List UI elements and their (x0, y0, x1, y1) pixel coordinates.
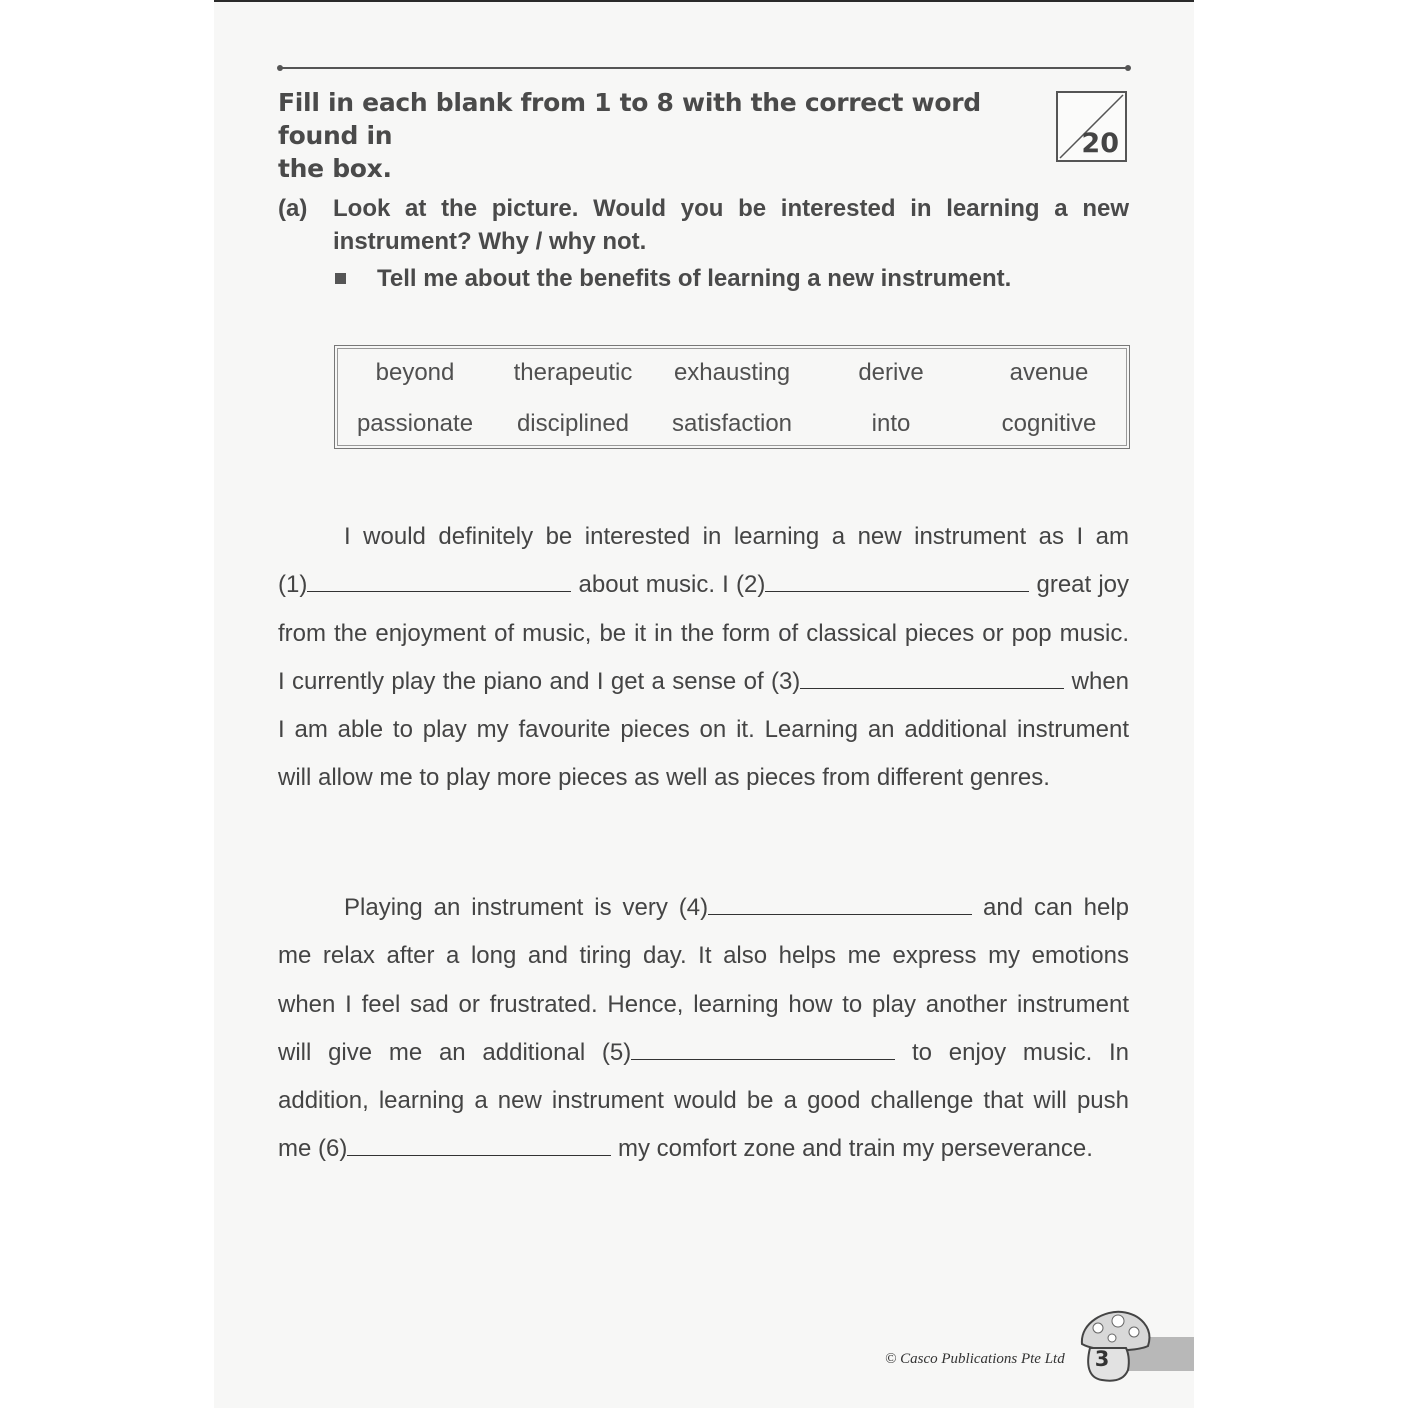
p1-line-6: will allow me to play more pieces as well as pieces from different genres. (278, 764, 1050, 792)
p2-line-5: addition, learning a new instrument would be a good challenge that will push (278, 1087, 1129, 1115)
p1-line-5: I am able to play my favourite pieces on it. Learning an additional instrument (278, 716, 1129, 744)
blank-3[interactable] (800, 666, 1064, 689)
question-text: Look at the picture. Would you be interested in learning a new instrument? Why / why not. (333, 195, 1129, 255)
p1-line-1: I would definitely be interested in learning a new instrument as I am (344, 523, 1129, 550)
blank-5[interactable] (631, 1037, 895, 1060)
blank-2[interactable] (765, 569, 1029, 592)
page-top-edge (214, 0, 1194, 2)
word-box (334, 345, 1130, 449)
blank-4[interactable] (708, 892, 972, 915)
blank-1-label: (1) (278, 571, 308, 599)
p1-line-4-end: when (1071, 667, 1130, 695)
p2-line-4-end: to enjoy music. In (912, 1038, 1130, 1066)
p2-line-2: me relax after a long and tiring day. It also helps me express my emotions (278, 942, 1129, 970)
word-exhausting: exhausting (673, 359, 791, 386)
p1-line-2-end: great joy (1036, 571, 1130, 599)
question-bullet (333, 264, 1129, 296)
question-label: (a) (278, 195, 308, 222)
word-therapeutic: therapeutic (513, 359, 633, 386)
top-divider (280, 67, 1128, 69)
instruction-text (278, 86, 998, 185)
p1-line-3: from the enjoyment of music, be it in the form of classical pieces or pop music. (278, 619, 1129, 647)
word-cognitive: cognitive (1001, 410, 1097, 437)
paragraph-1 (278, 513, 1129, 803)
blank-1[interactable] (307, 569, 571, 592)
p1-line-4-text: I currently play the piano and I get a sense of (3) (278, 667, 801, 695)
instruction-line-1: Fill in each blank from 1 to 8 with the correct word found in (278, 88, 981, 150)
left-margin (0, 0, 214, 1408)
p2-line-4 (278, 1029, 1129, 1077)
page-number: 3 (1094, 1347, 1110, 1371)
copyright-text: © Casco Publications Pte Ltd (885, 1351, 1065, 1367)
p1-line-4 (278, 658, 1129, 706)
square-bullet-icon (335, 273, 346, 284)
word-satisfaction: satisfaction (671, 410, 793, 437)
word-into: into (871, 410, 911, 437)
p1-line-2-text: about music. I (2) (578, 571, 766, 599)
score-total: 20 (1081, 128, 1119, 159)
word-derive: derive (858, 359, 924, 386)
word-disciplined: disciplined (516, 410, 630, 437)
word-avenue: avenue (1009, 359, 1089, 386)
p1-line-2 (278, 561, 1129, 609)
p2-line-6-end: my comfort zone and train my perseverance. (618, 1135, 1093, 1163)
p2-line-6-text: me (6) (278, 1135, 348, 1163)
p2-line-6 (278, 1125, 1129, 1173)
blank-6[interactable] (347, 1133, 611, 1156)
word-beyond: beyond (375, 359, 455, 386)
bullet-text: Tell me about the benefits of learning a new instrument. (377, 265, 1012, 292)
p2-line-1-text: Playing an instrument is very (4) (344, 894, 709, 921)
p2-line-3: when I feel sad or frustrated. Hence, learning how to play another instrument (278, 990, 1129, 1018)
p2-line-4-text: will give me an additional (5) (278, 1038, 632, 1066)
paragraph-2 (278, 884, 1129, 1174)
score-box (1056, 91, 1127, 162)
p2-line-1-end: and can help (983, 894, 1130, 921)
instruction-line-2: the box. (278, 154, 392, 183)
word-passionate: passionate (356, 410, 474, 437)
p2-line-1 (278, 884, 1129, 932)
